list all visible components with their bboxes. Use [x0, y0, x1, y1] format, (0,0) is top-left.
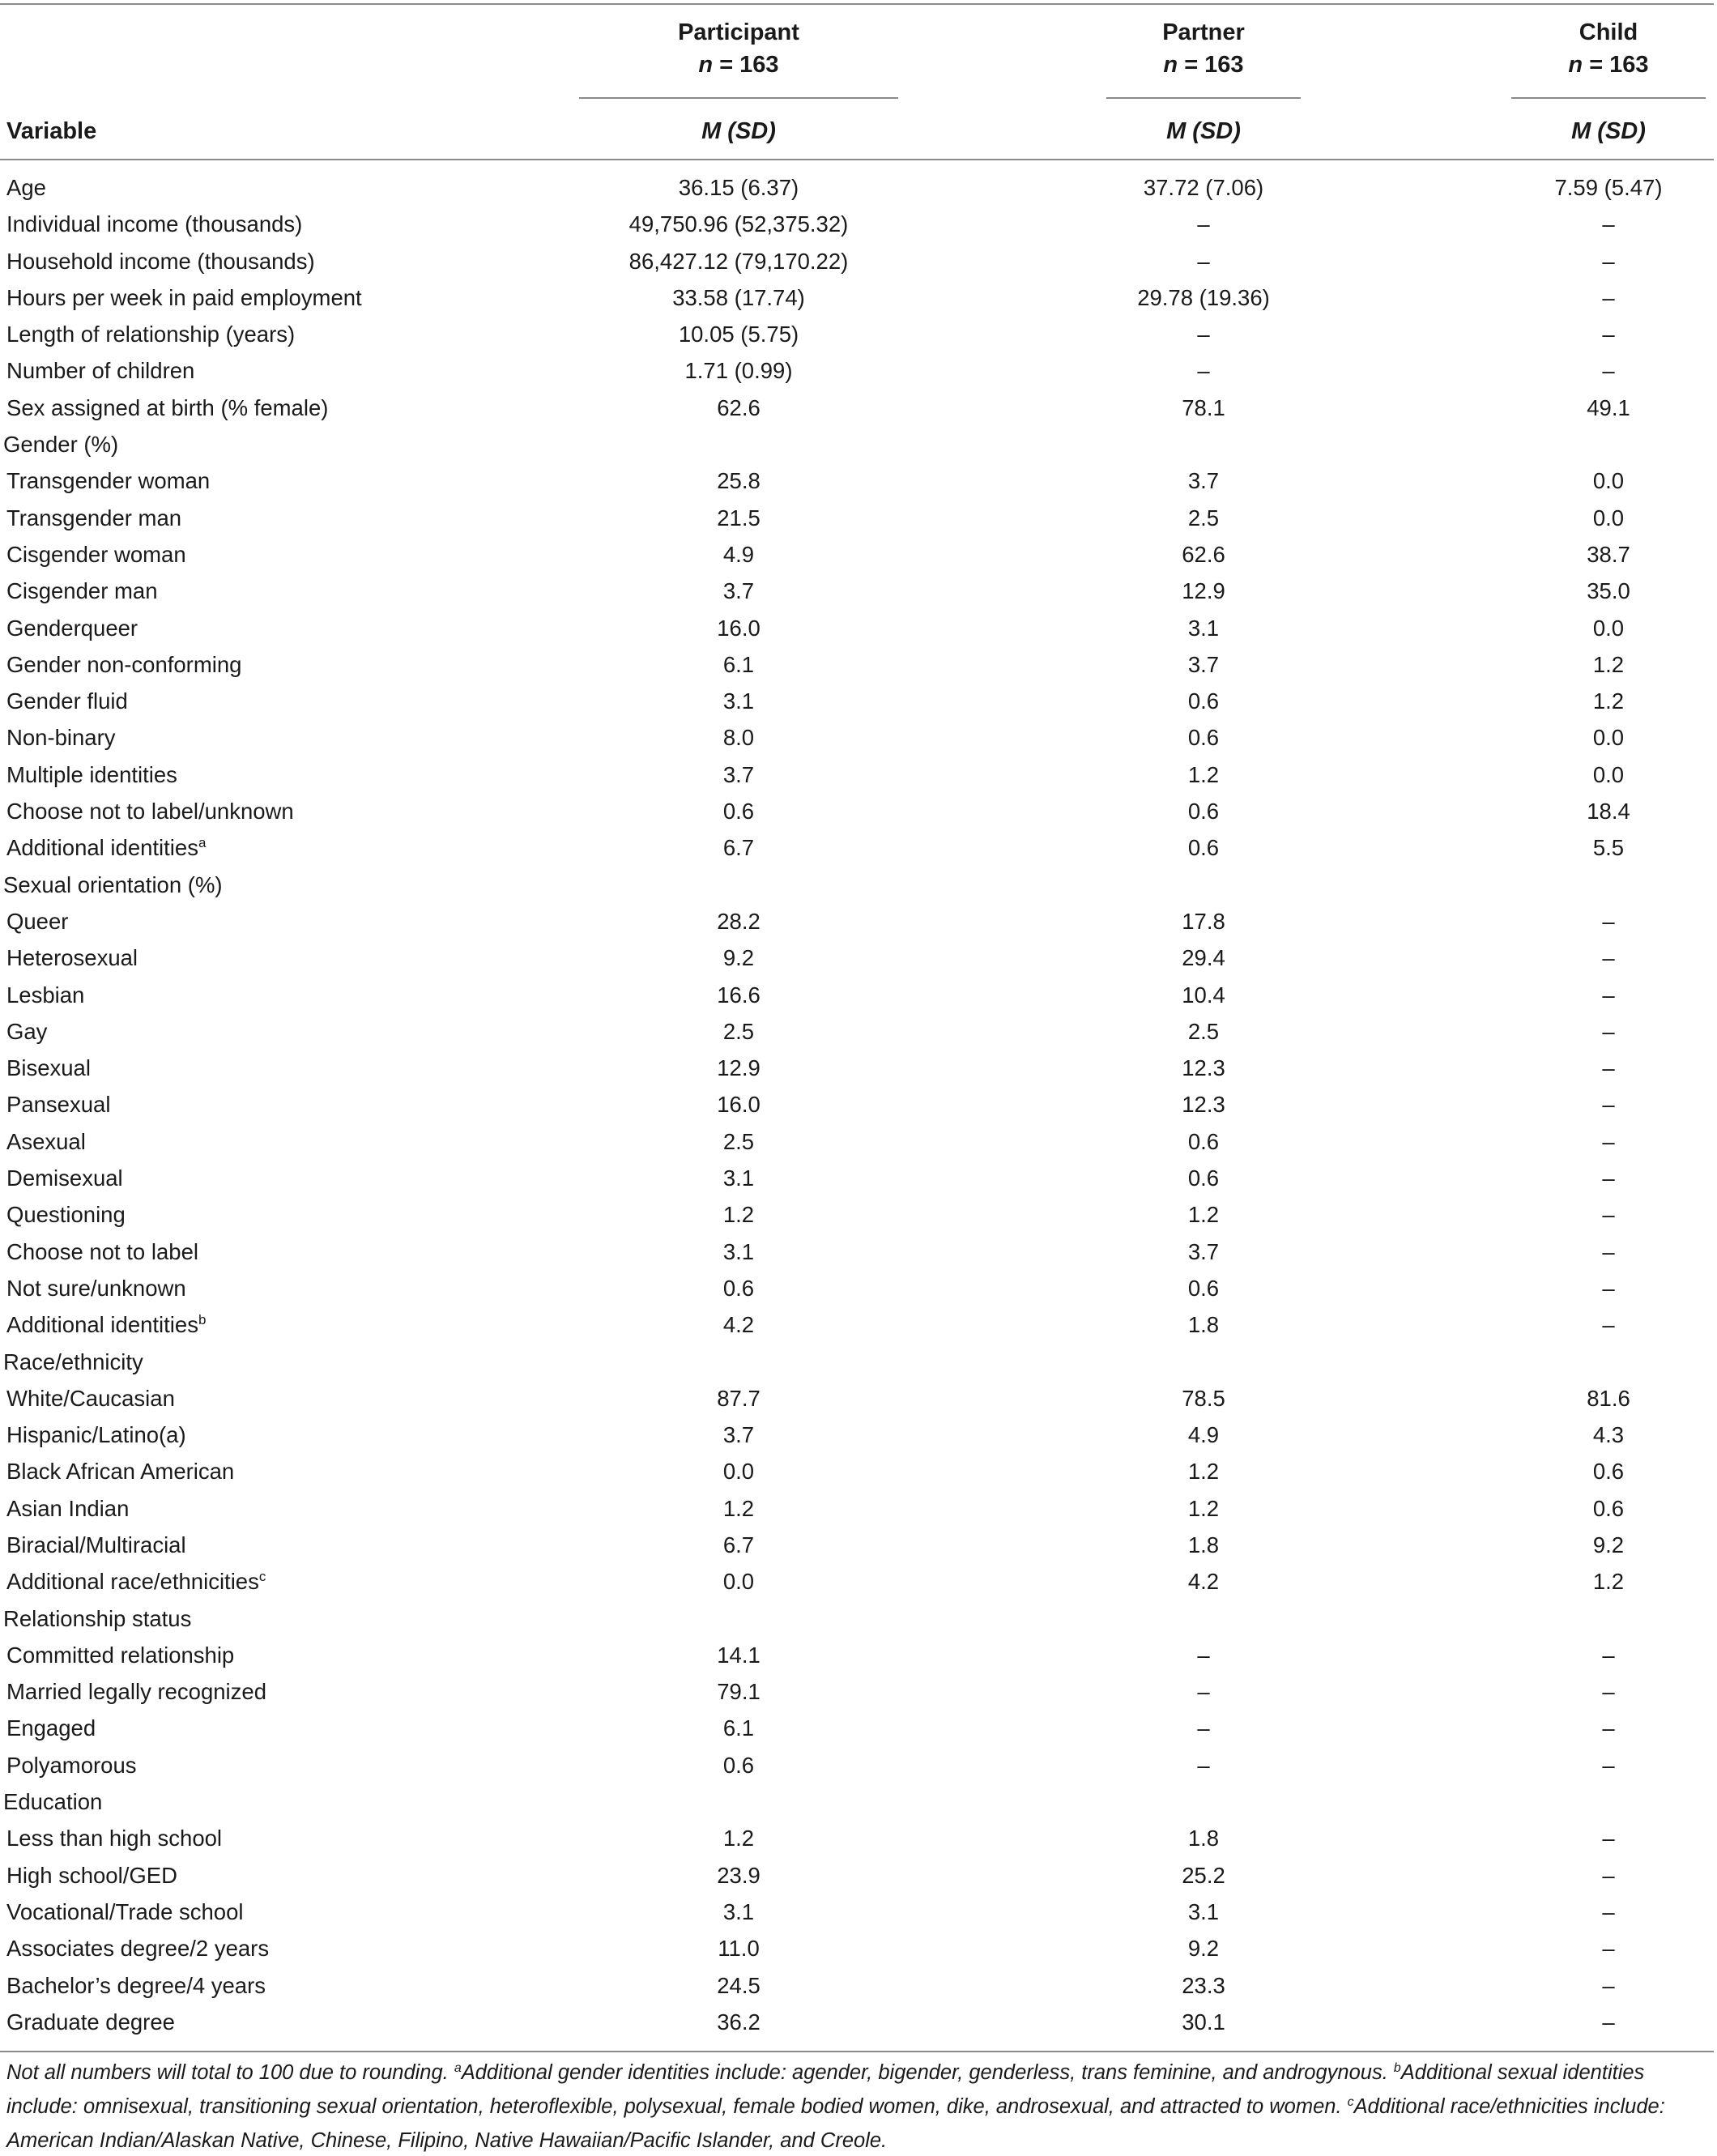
child-value: 18.4 [1587, 799, 1630, 824]
table-row [0, 1673, 1717, 1710]
table-row [0, 610, 1717, 646]
participant-value: 10.05 (5.75) [678, 322, 799, 347]
partner-value: 4.2 [1187, 1569, 1220, 1595]
participant-value: 14.1 [717, 1642, 761, 1668]
participant-value: 3.1 [722, 688, 755, 714]
row-label: Engaged [6, 1715, 96, 1741]
child-value: – [1602, 358, 1615, 384]
participant-value: 2.5 [722, 1128, 755, 1154]
child-value: 0.6 [1592, 1495, 1625, 1521]
row-label: Gay [6, 1018, 48, 1044]
table-row [0, 1050, 1717, 1086]
row-label: Demisexual [6, 1165, 123, 1191]
child-value: 0.0 [1592, 468, 1625, 494]
section-row [0, 867, 1717, 903]
child-value: – [1602, 1092, 1615, 1118]
child-value: – [1602, 908, 1615, 934]
partner-value: – [1197, 358, 1210, 384]
child-value: 0.0 [1592, 505, 1625, 530]
column-header-child [1511, 16, 1706, 81]
table-row [0, 316, 1717, 352]
row-label: Length of relationship (years) [6, 322, 296, 347]
partner-value: 23.3 [1182, 1972, 1225, 1998]
child-value: – [1602, 1642, 1615, 1668]
partner-value: 29.4 [1182, 945, 1225, 971]
participant-value: 8.0 [722, 725, 755, 751]
partner-value: 2.5 [1187, 505, 1220, 530]
table-row [0, 243, 1717, 279]
child-value: – [1602, 248, 1615, 274]
row-label: Pansexual [6, 1092, 111, 1118]
child-header-underline [1511, 97, 1706, 99]
child-value: – [1602, 1018, 1615, 1044]
partner-value: 3.7 [1187, 651, 1220, 677]
table-row [0, 1490, 1717, 1527]
participant-value: 62.6 [717, 394, 761, 420]
table-row [0, 1417, 1717, 1453]
child-value: 0.0 [1592, 615, 1625, 641]
variable-column-header: Variable [6, 118, 97, 144]
child-value: 35.0 [1587, 578, 1630, 604]
row-label: Non-binary [6, 725, 116, 751]
row-label: Bachelor’s degree/4 years [6, 1972, 266, 1998]
participant-value: 6.1 [722, 651, 755, 677]
row-label: Not sure/unknown [6, 1275, 186, 1301]
row-label: Education [3, 1789, 103, 1815]
child-value: 9.2 [1592, 1532, 1625, 1557]
partner-value: 78.1 [1182, 394, 1225, 420]
partner-header-underline [1106, 97, 1301, 99]
table-row [0, 352, 1717, 389]
partner-value: 1.8 [1187, 1532, 1220, 1557]
table-row [0, 1123, 1717, 1160]
participant-value: 6.1 [722, 1715, 755, 1741]
table-row [0, 1527, 1717, 1563]
child-value: – [1602, 1238, 1615, 1264]
partner-value: 25.2 [1182, 1862, 1225, 1888]
child-stat-header: M (SD) [1571, 118, 1646, 144]
row-label: Cisgender man [6, 578, 158, 604]
participant-value: 0.0 [722, 1569, 755, 1595]
row-label: Transgender man [6, 505, 182, 530]
table-row [0, 169, 1717, 206]
participant-value: 3.1 [722, 1238, 755, 1264]
child-value: – [1602, 1862, 1615, 1888]
column-title: Child [1579, 19, 1638, 45]
participant-value: 9.2 [722, 945, 755, 971]
table-row [0, 206, 1717, 242]
row-label: Hispanic/Latino(a) [6, 1422, 186, 1448]
column-header-participant [579, 16, 898, 81]
participant-value: 49,750.96 (52,375.32) [628, 211, 849, 237]
partner-value: 0.6 [1187, 799, 1220, 824]
child-value: 5.5 [1592, 835, 1625, 861]
table-row [0, 573, 1717, 609]
partner-value: 1.2 [1187, 1495, 1220, 1521]
row-label: Number of children [6, 358, 195, 384]
table-row [0, 940, 1717, 976]
row-label: Sex assigned at birth (% female) [6, 394, 329, 420]
child-value: 49.1 [1587, 394, 1630, 420]
participant-value: 86,427.12 (79,170.22) [628, 248, 849, 274]
table-row [0, 1453, 1717, 1489]
row-label: Relationship status [3, 1605, 192, 1631]
table-row [0, 719, 1717, 756]
partner-value: 1.2 [1187, 1459, 1220, 1485]
row-label: Bisexual [6, 1055, 91, 1081]
child-value: – [1602, 2009, 1615, 2035]
partner-value: 0.6 [1187, 725, 1220, 751]
table-row [0, 756, 1717, 793]
child-value: – [1602, 1972, 1615, 1998]
row-label: Choose not to label/unknown [6, 799, 294, 824]
participant-value: 3.7 [722, 578, 755, 604]
section-row [0, 1600, 1717, 1637]
table-row [0, 646, 1717, 683]
row-label: Asian Indian [6, 1495, 130, 1521]
participant-value: 3.1 [722, 1165, 755, 1191]
participant-value: 24.5 [717, 1972, 761, 1998]
header-rule [0, 159, 1714, 160]
participant-value: 21.5 [717, 505, 761, 530]
participant-value: 3.7 [722, 1422, 755, 1448]
table-row [0, 2004, 1717, 2040]
child-value: – [1602, 211, 1615, 237]
partner-value: – [1197, 1642, 1210, 1668]
row-label: Less than high school [6, 1826, 223, 1851]
partner-value: 3.7 [1187, 468, 1220, 494]
participant-value: 28.2 [717, 908, 761, 934]
column-n: n = 163 [1568, 52, 1649, 78]
partner-value: 12.3 [1182, 1055, 1225, 1081]
child-value: – [1602, 1826, 1615, 1851]
row-label: Race/ethnicity [3, 1349, 143, 1374]
row-label: High school/GED [6, 1862, 177, 1888]
partner-value: 1.8 [1187, 1312, 1220, 1338]
child-value: 0.0 [1592, 761, 1625, 787]
participant-value: 1.2 [722, 1202, 755, 1228]
table-row [0, 829, 1717, 866]
participant-value: 0.0 [722, 1459, 755, 1485]
table-row [0, 1637, 1717, 1673]
table-row [0, 1234, 1717, 1270]
partner-value: 2.5 [1187, 1018, 1220, 1044]
table-row [0, 1857, 1717, 1894]
partner-value: – [1197, 1752, 1210, 1778]
partner-value: 3.7 [1187, 1238, 1220, 1264]
participant-value: 36.15 (6.37) [678, 175, 799, 200]
child-value: – [1602, 284, 1615, 310]
partner-value: 1.8 [1187, 1826, 1220, 1851]
child-value: – [1602, 1936, 1615, 1962]
row-label: Black African American [6, 1459, 235, 1485]
row-label: Gender (%) [3, 432, 119, 458]
table-row [0, 793, 1717, 829]
table-row [0, 462, 1717, 499]
partner-value: 29.78 (19.36) [1137, 284, 1270, 310]
row-label: Graduate degree [6, 2009, 175, 2035]
partner-value: 0.6 [1187, 1128, 1220, 1154]
partner-value: 10.4 [1182, 982, 1225, 1008]
partner-value: 1.2 [1187, 1202, 1220, 1228]
partner-value: 0.6 [1187, 1165, 1220, 1191]
row-label: Additional race/ethnicities$^c$ [6, 1569, 266, 1595]
table-footnote: Not all numbers will total to 100 due to rounding. $^a$Additional gender identities include: agender, bigender, genderless, trans feminine, and androgynous. $^b$Additional sexual identities include: omnisexual, transitioning sexual orientation, heteroflexible, polysexual, female bodied women, dike, androsexual, and attracted to women. $^c$Additional race/ethnicities include: American Indian/Alaskan Native, Chinese, Filipino, Native Hawaiian/Pacific Islander, and Creole. [6, 2061, 1665, 2152]
child-value: – [1602, 1275, 1615, 1301]
table-row [0, 1930, 1717, 1966]
partner-value: 9.2 [1187, 1936, 1220, 1962]
table-row [0, 279, 1717, 316]
partner-value: 4.9 [1187, 1422, 1220, 1448]
participant-value: 16.0 [717, 615, 761, 641]
column-header-partner [1106, 16, 1301, 81]
participant-value: 3.1 [722, 1898, 755, 1924]
participant-value: 87.7 [717, 1385, 761, 1411]
participant-value: 1.71 (0.99) [684, 358, 793, 384]
row-label: Additional identities$^b$ [6, 1312, 207, 1338]
partner-value: 78.5 [1182, 1385, 1225, 1411]
child-value: – [1602, 322, 1615, 347]
table-row [0, 1967, 1717, 2004]
partner-value: – [1197, 322, 1210, 347]
row-label: Married legally recognized [6, 1679, 266, 1705]
partner-value: 3.1 [1187, 615, 1220, 641]
child-value: – [1602, 1312, 1615, 1338]
column-title: Partner [1162, 19, 1245, 45]
partner-value: 0.6 [1187, 835, 1220, 861]
partner-value: – [1197, 1715, 1210, 1741]
table-row [0, 903, 1717, 940]
column-n: n = 163 [698, 52, 779, 78]
participant-stat-header: M (SD) [701, 118, 776, 144]
table-row [0, 1380, 1717, 1417]
child-value: – [1602, 1128, 1615, 1154]
child-value: 7.59 (5.47) [1554, 175, 1663, 200]
footnote-marker: a [198, 835, 207, 851]
child-value: – [1602, 1165, 1615, 1191]
participant-value: 2.5 [722, 1018, 755, 1044]
participant-header-underline [579, 97, 898, 99]
table-row [0, 1563, 1717, 1600]
row-label: Choose not to label [6, 1238, 198, 1264]
row-label: Associates degree/2 years [6, 1936, 270, 1962]
table-row [0, 1160, 1717, 1196]
table-row [0, 500, 1717, 536]
row-label: Asexual [6, 1128, 86, 1154]
row-label: Additional identities$^a$ [6, 835, 207, 861]
table-row [0, 1710, 1717, 1746]
participant-value: 0.6 [722, 1275, 755, 1301]
row-label: Sexual orientation (%) [3, 871, 223, 897]
participant-value: 4.9 [722, 541, 755, 567]
participant-value: 36.2 [717, 2009, 761, 2035]
table-row [0, 1196, 1717, 1233]
table-row [0, 1306, 1717, 1343]
row-label: Genderqueer [6, 615, 138, 641]
child-value: 38.7 [1587, 541, 1630, 567]
table-row [0, 1820, 1717, 1856]
child-value: 0.0 [1592, 725, 1625, 751]
child-value: 1.2 [1592, 651, 1625, 677]
row-label: Gender fluid [6, 688, 128, 714]
partner-value: 12.9 [1182, 578, 1225, 604]
row-label: Multiple identities [6, 761, 177, 787]
partner-value: 0.6 [1187, 688, 1220, 714]
row-label: Hours per week in paid employment [6, 284, 362, 310]
child-value: – [1602, 1679, 1615, 1705]
participant-value: 12.9 [717, 1055, 761, 1081]
child-value: 81.6 [1587, 1385, 1630, 1411]
row-label: Vocational/Trade school [6, 1898, 244, 1924]
table-row [0, 536, 1717, 573]
row-label: Heterosexual [6, 945, 138, 971]
table-row [0, 683, 1717, 719]
row-label: Committed relationship [6, 1642, 235, 1668]
section-row [0, 1783, 1717, 1820]
participant-value: 4.2 [722, 1312, 755, 1338]
partner-value: – [1197, 248, 1210, 274]
row-label: Questioning [6, 1202, 126, 1228]
partner-value: – [1197, 211, 1210, 237]
row-label: Household income (thousands) [6, 248, 315, 274]
participant-value: 23.9 [717, 1862, 761, 1888]
participant-value: 16.6 [717, 982, 761, 1008]
row-label: Gender non-conforming [6, 651, 242, 677]
table-row [0, 977, 1717, 1013]
footnote-marker: c [258, 1569, 266, 1585]
partner-value: – [1197, 1679, 1210, 1705]
partner-value: 0.6 [1187, 1275, 1220, 1301]
participant-value: 79.1 [717, 1679, 761, 1705]
section-row [0, 426, 1717, 462]
participant-value: 1.2 [722, 1495, 755, 1521]
partner-value: 1.2 [1187, 761, 1220, 787]
table-row [0, 390, 1717, 426]
table-row [0, 1013, 1717, 1050]
participant-value: 0.6 [722, 1752, 755, 1778]
row-label: Queer [6, 908, 69, 934]
footnote-marker: b [198, 1312, 207, 1328]
partner-value: 37.72 (7.06) [1143, 175, 1264, 200]
partner-stat-header: M (SD) [1166, 118, 1241, 144]
bottom-rule [0, 2051, 1714, 2052]
participant-value: 16.0 [717, 1092, 761, 1118]
child-value: – [1602, 1202, 1615, 1228]
column-n: n = 163 [1163, 52, 1244, 78]
child-value: 4.3 [1592, 1422, 1625, 1448]
row-label: Lesbian [6, 982, 85, 1008]
partner-value: 30.1 [1182, 2009, 1225, 2035]
row-label: Transgender woman [6, 468, 211, 494]
child-value: – [1602, 1715, 1615, 1741]
participant-value: 11.0 [718, 1936, 760, 1962]
row-label: Age [6, 175, 46, 200]
partner-value: 62.6 [1182, 541, 1225, 567]
child-value: – [1602, 1898, 1615, 1924]
child-value: 1.2 [1592, 1569, 1625, 1595]
table-row [0, 1270, 1717, 1306]
row-label: Individual income (thousands) [6, 211, 303, 237]
row-label: White/Caucasian [6, 1385, 175, 1411]
child-value: – [1602, 1055, 1615, 1081]
table-row [0, 1894, 1717, 1930]
column-title: Participant [678, 19, 799, 45]
partner-value: 17.8 [1182, 908, 1225, 934]
child-value: 0.6 [1592, 1459, 1625, 1485]
table-body [0, 169, 1717, 2040]
partner-value: 12.3 [1182, 1092, 1225, 1118]
top-rule [0, 3, 1714, 5]
child-value: 1.2 [1592, 688, 1625, 714]
participant-value: 0.6 [722, 799, 755, 824]
table-row [0, 1086, 1717, 1123]
participant-value: 3.7 [722, 761, 755, 787]
participant-value: 33.58 (17.74) [672, 284, 805, 310]
partner-value: 3.1 [1187, 1898, 1220, 1924]
participant-value: 6.7 [722, 835, 755, 861]
participant-value: 6.7 [722, 1532, 755, 1557]
child-value: – [1602, 945, 1615, 971]
participant-value: 1.2 [722, 1826, 755, 1851]
table-row [0, 1747, 1717, 1783]
section-row [0, 1344, 1717, 1380]
participant-value: 25.8 [717, 468, 761, 494]
child-value: – [1602, 982, 1615, 1008]
row-label: Biracial/Multiracial [6, 1532, 186, 1557]
row-label: Polyamorous [6, 1752, 137, 1778]
row-label: Cisgender woman [6, 541, 186, 567]
child-value: – [1602, 1752, 1615, 1778]
